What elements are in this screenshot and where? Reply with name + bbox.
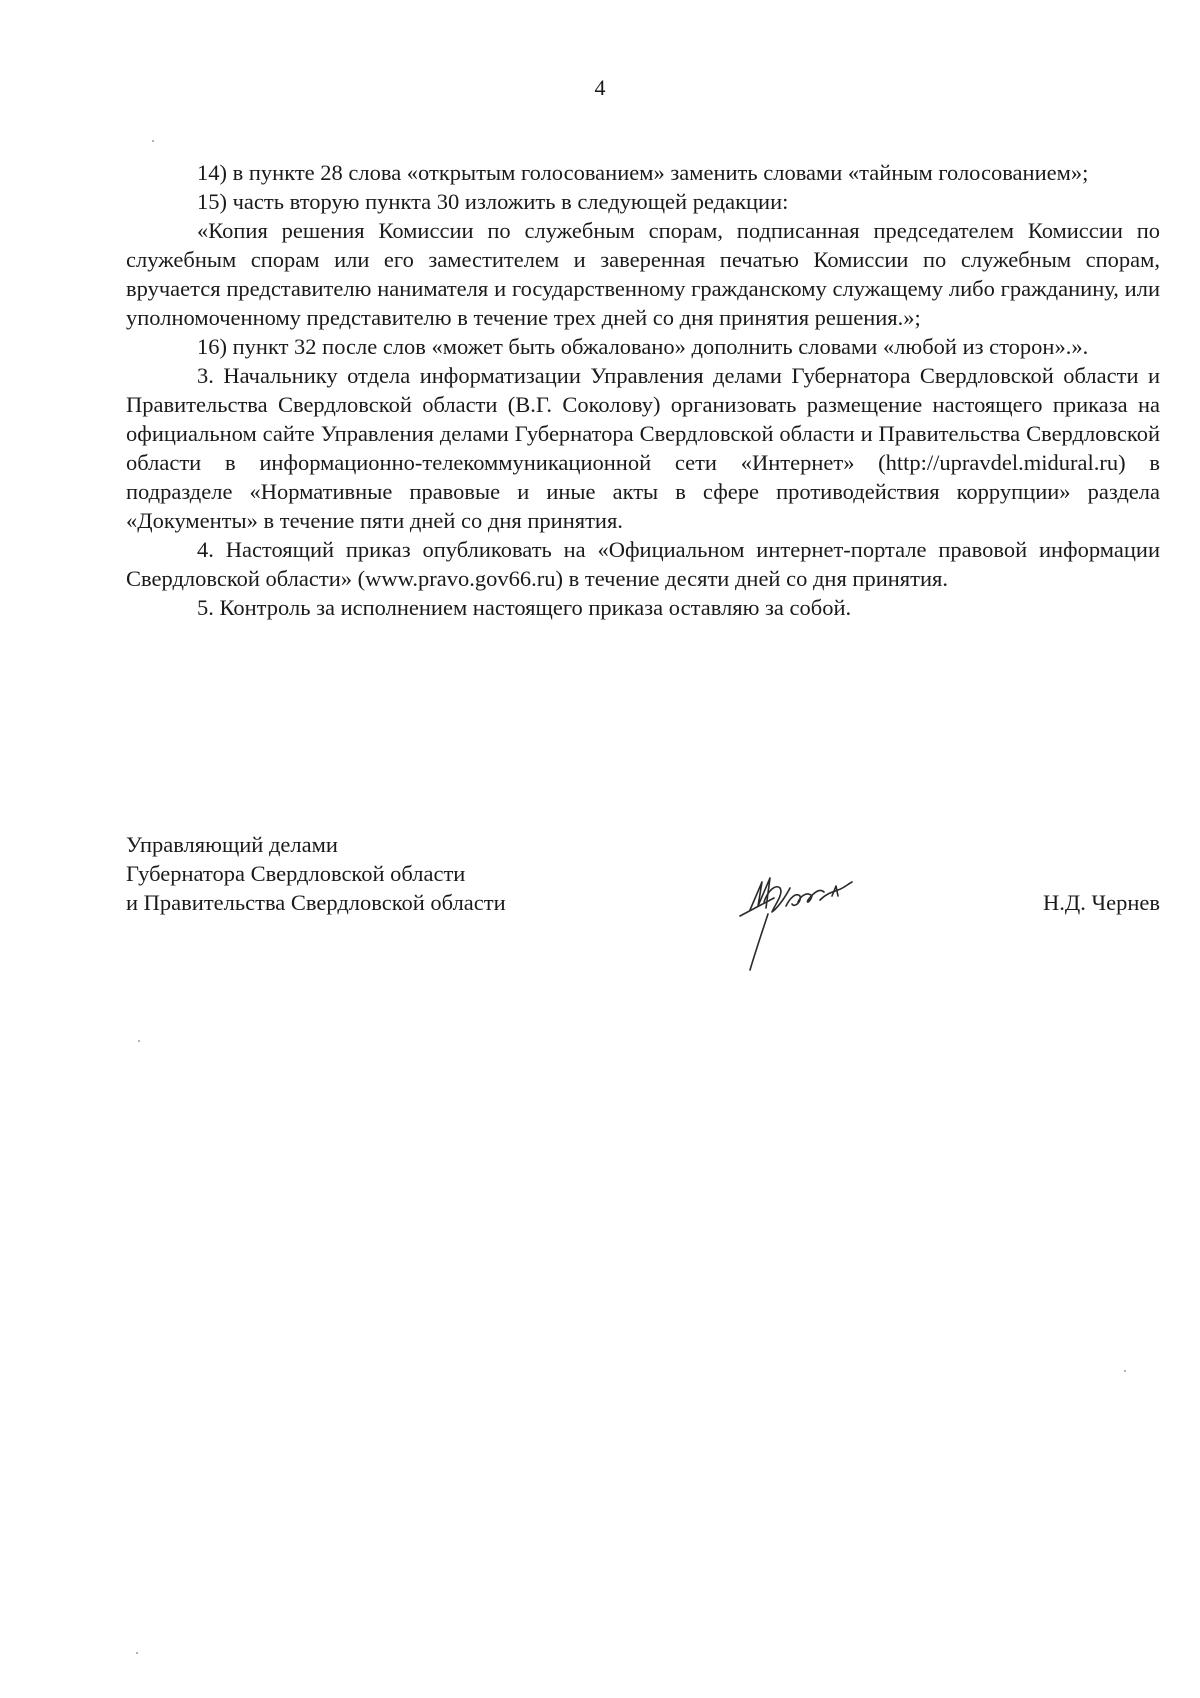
document-body — [126, 158, 1160, 622]
page-number: 4 — [594, 75, 606, 100]
scan-speck — [152, 140, 154, 142]
signer-name: Н.Д. Чернев — [1043, 890, 1160, 915]
signer-title-line: Управляющий делами — [126, 832, 338, 857]
paragraph-clause-5: 5. Контроль за исполнением настоящего приказа оставляю за собой. — [197, 595, 852, 620]
paragraph-item-16: 16) пункт 32 после слов «может быть обжаловано» дополнить словами «любой из сторон».». — [197, 334, 1089, 359]
paragraph-quoted-text: «Копия решения Комиссии по служебным спорам, подписанная председателем Комиссии по служебным спорам или его заместителем и заверенная печатью Комиссии по служебным спорам, вручается представителю нанимателя и государственному гражданскому служащему либо гражданину, или уполномоченному представителю в течение трех дней со дня принятия решения.»; — [126, 218, 1160, 330]
scan-speck — [1124, 1370, 1126, 1372]
scan-speck — [136, 1652, 138, 1654]
paragraph-clause-3: 3. Начальнику отдела информатизации Управления делами Губернатора Свердловской области и Правительства Свердловской области (В.Г. Соколову) организовать размещение настоящего приказа на официальном сайте Управления делами Губернатора Свердловской области и Правительства Свердловской области в информационно-телекоммуникационной сети «Интернет» (http://upravdel.midural.ru) в подразделе «Нормативные правовые и иные акты в сфере противодействия коррупции» раздела «Документы» в течение пяти дней со дня принятия. — [126, 363, 1160, 533]
paragraph-item-14: 14) в пункте 28 слова «открытым голосованием» заменить словами «тайным голосованием»; — [197, 160, 1089, 185]
scan-speck — [138, 1040, 140, 1042]
signer-title-line: и Правительства Свердловской области — [126, 890, 506, 915]
paragraph-item-15: 15) часть вторую пункта 30 изложить в следующей редакции: — [197, 189, 789, 214]
signature-block — [126, 830, 1160, 970]
handwritten-signature-icon — [728, 862, 888, 972]
paragraph-clause-4: 4. Настоящий приказ опубликовать на «Официальном интернет-портале правовой информации Свердловской области» (www.pravo.gov66.ru) в течение десяти дней со дня принятия. — [126, 537, 1160, 591]
signer-title-line: Губернатора Свердловской области — [126, 861, 466, 886]
signer-title — [126, 830, 506, 917]
